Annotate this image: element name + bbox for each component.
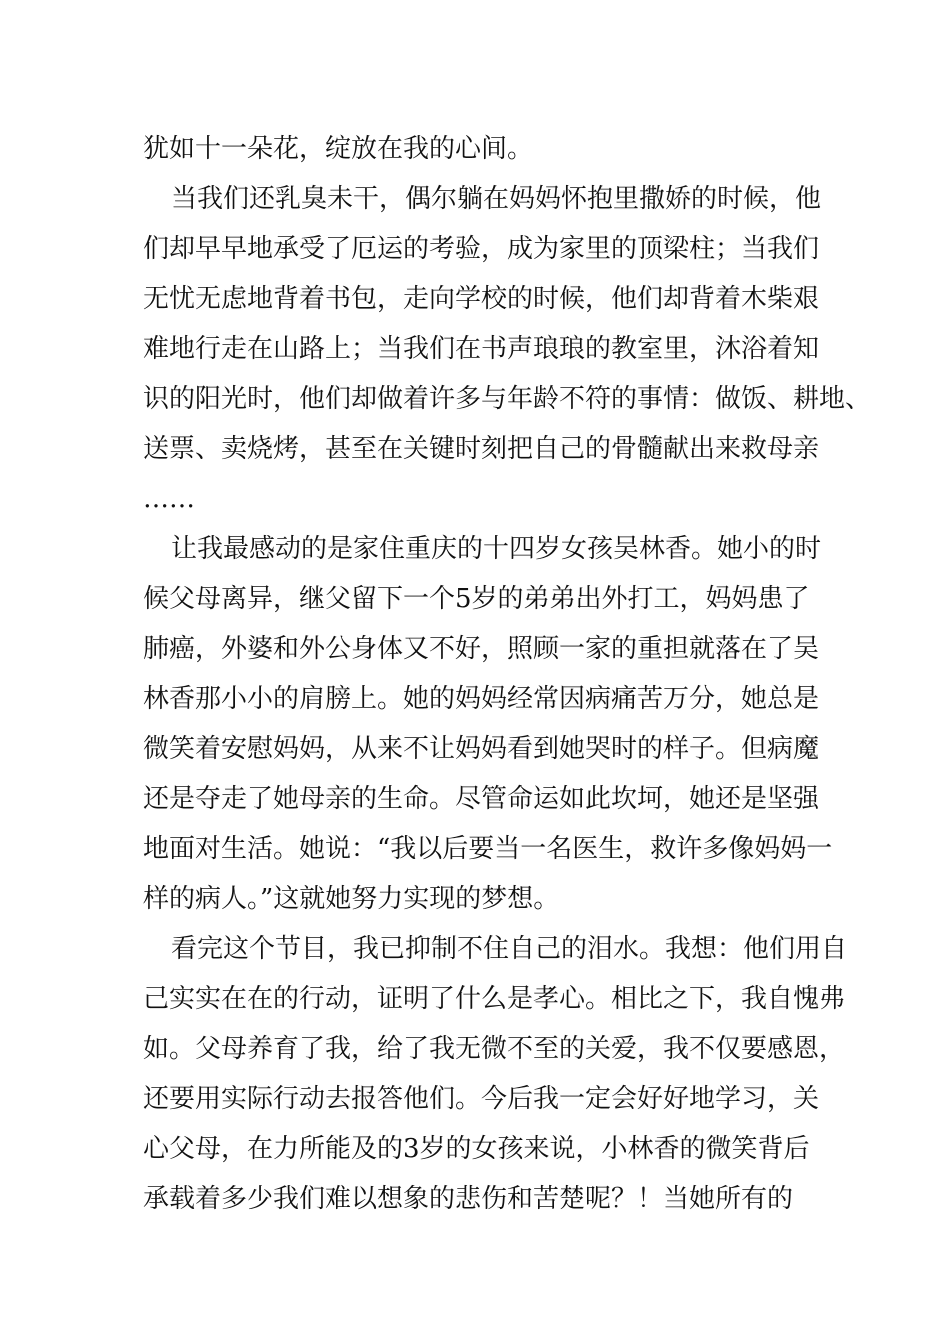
text-line: 地面对生活。她说：“我以后要当一名医生，救许多像妈妈一 xyxy=(143,834,833,864)
text-line: 犹如十一朵花，绽放在我的心间。 xyxy=(143,134,534,164)
text-line: …… xyxy=(143,484,195,514)
paragraph-first-line: 当我们还乳臭未干，偶尔躺在妈妈怀抱里撒娇的时候，他 xyxy=(171,184,822,214)
text-line: 还要用实际行动去报答他们。今后我一定会好好地学习，关 xyxy=(143,1084,820,1114)
text-line: 林香那小小的肩膀上。她的妈妈经常因病痛苦万分，她总是 xyxy=(143,684,820,714)
text-line: 微笑着安慰妈妈，从来不让妈妈看到她哭时的样子。但病魔 xyxy=(143,734,820,764)
text-line: 候父母离异，继父留下一个5岁的弟弟出外打工，妈妈患了 xyxy=(143,584,810,614)
paragraph-first-line: 让我最感动的是家住重庆的十四岁女孩吴林香。她小的时 xyxy=(171,534,822,564)
text-line: 样的病人。”这就她努力实现的梦想。 xyxy=(143,884,560,914)
text-line: 识的阳光时，他们却做着许多与年龄不符的事情：做饭、耕地、 xyxy=(143,384,872,414)
text-line: 还是夺走了她母亲的生命。尽管命运如此坎坷，她还是坚强 xyxy=(143,784,820,814)
text-line: 如。父母养育了我，给了我无微不至的关爱，我不仅要感恩， xyxy=(143,1034,846,1064)
text-line: 难地行走在山路上；当我们在书声琅琅的教室里，沐浴着知 xyxy=(143,334,820,364)
text-line: 们却早早地承受了厄运的考验，成为家里的顶梁柱；当我们 xyxy=(143,234,820,264)
body-text xyxy=(143,124,872,1224)
text-line: 承载着多少我们难以想象的悲伤和苦楚呢？！当她所有的 xyxy=(143,1184,794,1214)
text-line: 肺癌，外婆和外公身体又不好，照顾一家的重担就落在了吴 xyxy=(143,634,820,664)
paragraph-first-line: 看完这个节目，我已抑制不住自己的泪水。我想：他们用自 xyxy=(171,934,848,964)
text-line: 己实实在在的行动，证明了什么是孝心。相比之下，我自愧弗 xyxy=(143,984,846,1014)
text-line: 无忧无虑地背着书包，走向学校的时候，他们却背着木柴艰 xyxy=(143,284,820,314)
text-line: 送票、卖烧烤，甚至在关键时刻把自己的骨髓献出来救母亲 xyxy=(143,434,820,464)
text-line: 心父母，在力所能及的3岁的女孩来说，小林香的微笑背后 xyxy=(143,1134,810,1164)
